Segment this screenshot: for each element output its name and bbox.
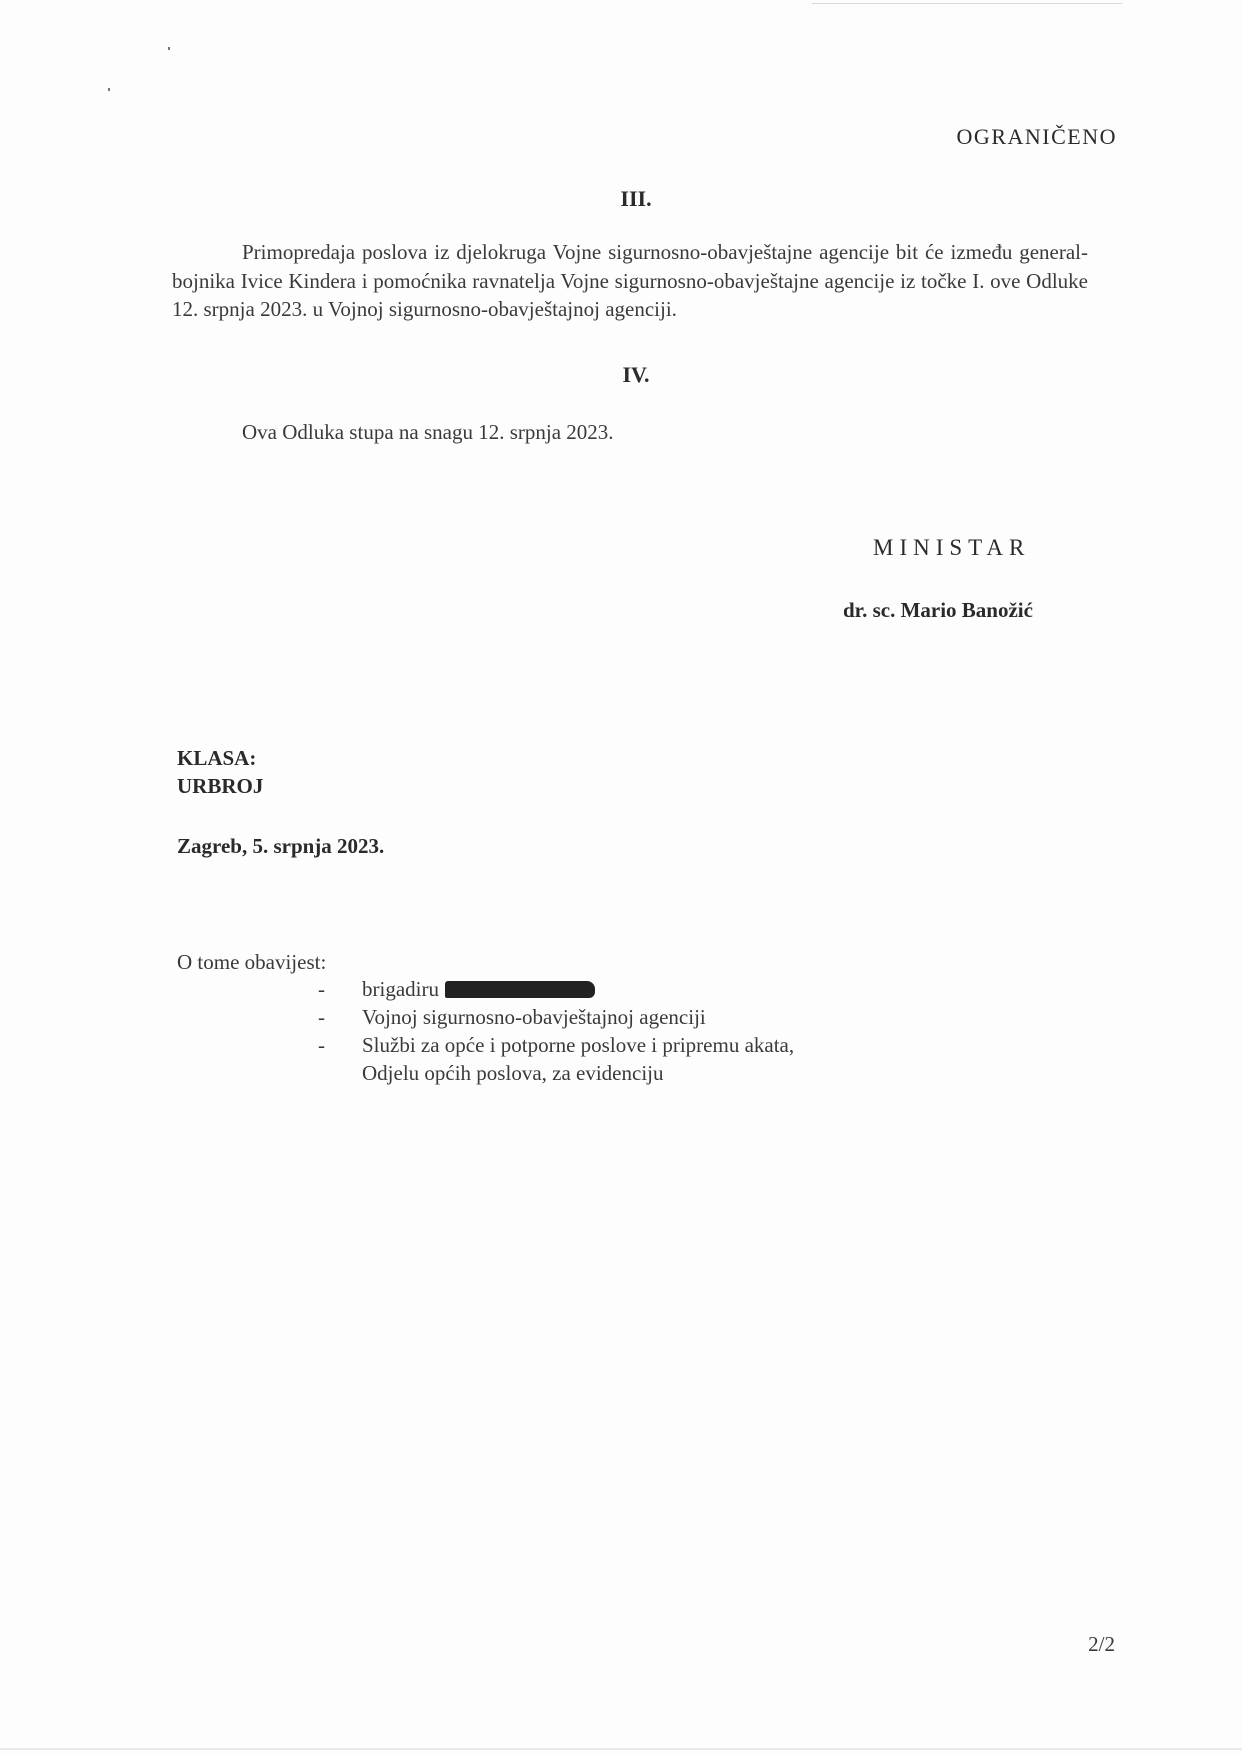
scan-speck: [108, 88, 110, 91]
scan-speck: [168, 47, 170, 50]
scan-edge-line: [0, 1748, 1242, 1750]
list-dash: -: [318, 1005, 325, 1029]
section-number-iv: IV.: [622, 362, 650, 387]
list-item: [318, 975, 794, 1003]
klasa-label: KLASA:: [177, 746, 257, 770]
signature-name: dr. sc. Mario Banožić: [843, 598, 1033, 622]
redaction-mark: [445, 981, 595, 998]
section-iii-text: Primopredaja poslova iz djelokruga Vojne sigurnosno-obavještajne agencije bit će između general-bojnika Ivice Kindera i pomoćnika ravnatelja Vojne sigurnosno-obavještajne agencije iz točke I. ove Odluke 12. srpnja 2023. u Vojnoj sigurnosno-obavještajnoj agenciji.: [172, 240, 1088, 321]
place-date: Zagreb, 5. srpnja 2023.: [177, 834, 385, 858]
section-iv-text: Ova Odluka stupa na snagu 12. srpnja 2023.: [242, 420, 614, 444]
classification-label: OGRANIČENO: [956, 124, 1117, 149]
scan-edge-line: [812, 3, 1122, 4]
recipient-text: Vojnoj sigurnosno-obavještajnoj agenciji: [362, 1005, 706, 1029]
page-number: 2/2: [1088, 1632, 1115, 1656]
recipient-text: Službi za opće i potporne poslove i pripremu akata,: [362, 1033, 795, 1057]
recipient-text: brigadiru: [362, 977, 439, 1001]
distribution-title: O tome obavijest:: [177, 950, 327, 974]
recipient-text: Odjelu općih poslova, za evidenciju: [362, 1061, 664, 1085]
list-item: [318, 1003, 794, 1031]
distribution-list: [318, 975, 794, 1087]
signature-title: MINISTAR: [873, 535, 1031, 560]
list-dash: -: [318, 977, 325, 1001]
list-item: [318, 1059, 794, 1087]
list-dash: -: [318, 1033, 325, 1057]
list-item: [318, 1031, 794, 1059]
urbroj-label: URBROJ: [177, 774, 264, 798]
section-number-iii: III.: [620, 186, 652, 211]
